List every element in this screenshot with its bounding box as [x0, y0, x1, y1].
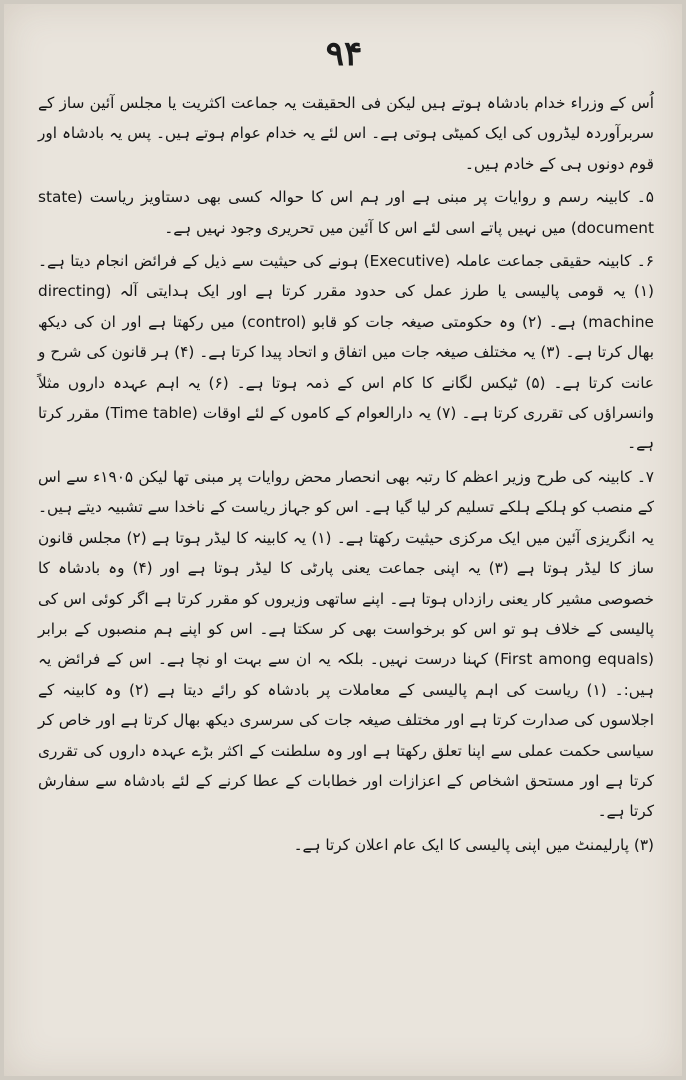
paragraph-point-5: ۵۔ کابینہ رسم و روایات پر مبنی ہے اور ہم اس کا حوالہ کسی بھی دستاویز ریاست (state document) میں نہیں پاتے اسی لئے اس کا آئین میں تحریری وجود نہیں ہے۔ [38, 188, 654, 237]
page-body [38, 88, 654, 860]
scanned-page [4, 4, 682, 1076]
paragraph-point-7: ۷۔ کابینہ کی طرح وزیر اعظم کا رتبہ بھی انحصار محض روایات پر مبنی تھا لیکن ۱۹۰۵ء سے اس کے منصب کو ہلکے ہلکے تسلیم کر لیا گیا ہے۔ اس کو جہاز ریاست کے ناخدا سے تشبیہ دیتے ہیں۔ یہ انگریزی آئین میں ایک مرکزی حیثیت رکھتا ہے۔ (۱) یہ کابینہ کا لیڈر ہوتا ہے (۲) مجلس قانون ساز کا لیڈر ہوتا ہے (۳) یہ اپنی جماعت یعنی پارٹی کا لیڈر ہوتا ہے اور (۴) وہ بادشاہ کا خصوصی مشیر کار یعنی رازداں ہوتا ہے۔ اپنے ساتھی وزیروں کو مقرر کرتا ہے اگر کوئی اس کی پالیسی کے خلاف ہو تو اس کو برخواست بھی کر سکتا ہے۔ اس کو اپنے ہم منصبوں کے برابر (First among equals) کہنا درست نہیں۔ بلکہ یہ ان سے بہت او نچا ہے۔ اس کے فرائض یہ ہیں:۔ (۱) ریاست کی اہم پالیسی کے معاملات پر بادشاہ کو رائے دیتا ہے (۲) وہ کابینہ کے اجلاسوں کی صدارت کرتا ہے اور مختلف صیغہ جات کی سرسری دیکھ بھال کرتا ہے اور خاص کر سیاسی حکمت عملی سے اپنا تعلق رکھتا ہے اور وہ سلطنت کے اکثر بڑے عہدہ داروں کی تقرری کرتا ہے اور مستحق اشخاص کے اعزازات اور خطابات کے عطا کرنے کے لئے بادشاہ سے سفارش کرتا ہے۔ [38, 467, 654, 821]
page-number: ۹۴ [325, 34, 363, 74]
paragraph-intro: اُس کے وزراء خدام بادشاہ ہوتے ہیں لیکن فی الحقیقت یہ جماعت اکثریت یا مجلس آئین ساز کے سربرآوردہ لیڈروں کی ایک کمیٹی ہوتی ہے۔ اس لئے یہ خدام عوام ہوتے ہیں۔ پس یہ بادشاہ اور قوم دونوں ہی کے خادم ہیں۔ [38, 94, 654, 173]
paragraph-point-6: ۶۔ کابینہ حقیقی جماعت عاملہ (Executive) ہونے کی حیثیت سے ذیل کے فرائض انجام دیتا ہے۔ (۱) یہ قومی پالیسی یا طرز عمل کی حدود مقرر کرتا ہے اور ایک ہدایتی آلہ (directing machine) ہے۔ (۲) وہ حکومتی صیغہ جات کو قابو (control) میں رکھتا ہے اور ان کی دیکھ بھال کرتا ہے۔ (۳) یہ مختلف صیغہ جات میں اتفاق و اتحاد پیدا کرتا ہے۔ (۴) ہر قانون کی شرح و عانت کرتا ہے۔ (۵) ٹیکس لگانے کا کام اس کے ذمہ ہوتا ہے۔ (۶) یہ اہم عہدہ داروں مثلاً وانسراؤں کی تقرری کرتا ہے۔ (۷) یہ دارالعوام کے کاموں کے لئے اوقات (Time table) مقرر کرتا ہے۔ [38, 252, 655, 453]
paragraph-final-duty: (۳) پارلیمنٹ میں اپنی پالیسی کا ایک عام اعلان کرتا ہے۔ [293, 835, 654, 854]
